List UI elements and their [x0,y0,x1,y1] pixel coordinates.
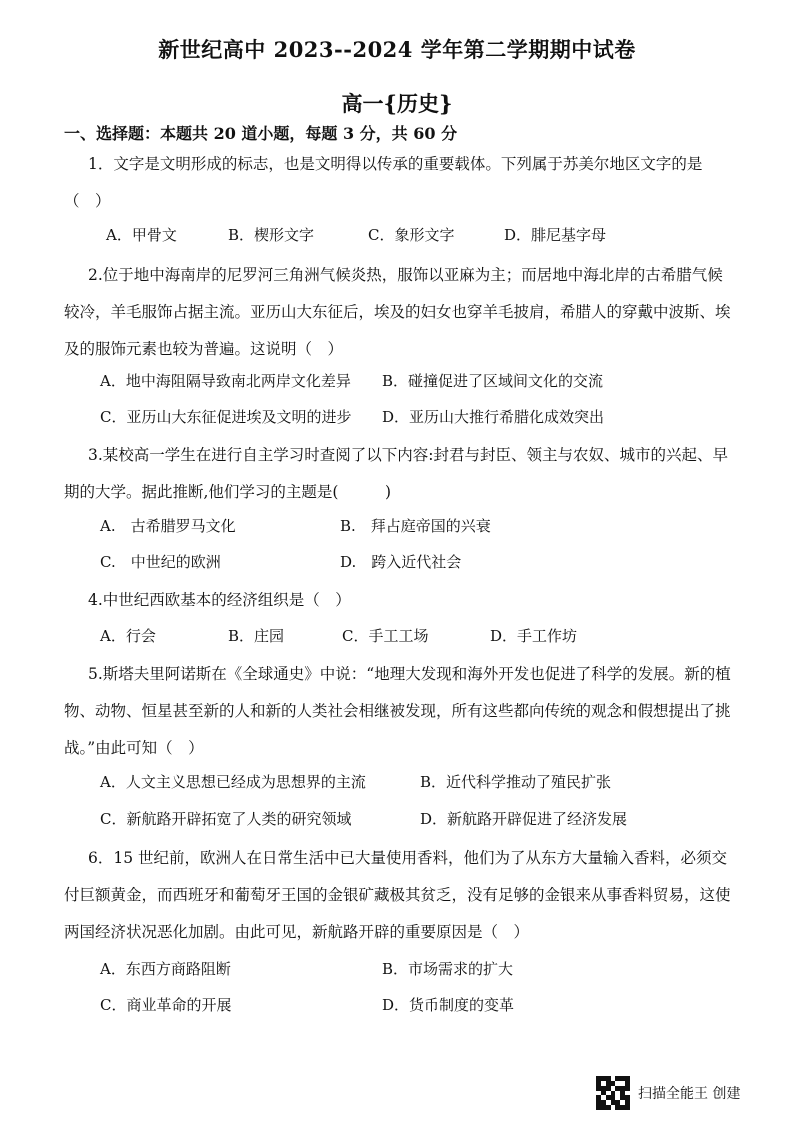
question-stem: 1．文字是文明形成的标志，也是文明得以传承的重要载体。下列属于苏美尔地区文字的是（ ） [64,155,703,210]
option-a: A．行会 [100,627,156,645]
option-d: D．手工作坊 [490,627,578,645]
option-b: B. 拜占庭帝国的兴衰 [340,517,491,535]
option-c: C．新航路开辟拓宽了人类的研究领域 [100,810,352,828]
qr-code-icon [596,1076,630,1110]
question-3-options-row2 [100,551,720,573]
question-4-options [100,625,720,647]
option-c: C. 中世纪的欧洲 [100,553,221,571]
question-5 [64,656,734,767]
question-stem: 3.某校高一学生在进行自主学习时查阅了以下内容:封君与封臣、领主与农奴、城市的兴起、早期的大学。据此推断,他们学习的主题是( ) [64,446,729,501]
question-stem: 4.中世纪西欧基本的经济组织是（ ） [88,591,351,609]
question-6-options-row2 [100,994,720,1016]
option-d: D. 跨入近代社会 [340,553,462,571]
question-stem: 2.位于地中海南岸的尼罗河三角洲气候炎热，服饰以亚麻为主；而居地中海北岸的古希腊气候较冷，羊毛服饰占据主流。亚历山大东征后，埃及的妇女也穿羊毛披肩，希腊人的穿戴中波斯、埃及的服饰元素也较为普遍。这说明（ ） [64,266,731,358]
option-c: C．象形文字 [368,226,455,244]
question-6-options [100,958,720,980]
exam-subtitle: 高一{历史} [341,91,453,116]
exam-title: 新世纪高中 2023--2024 学年第二学期期中试卷 [158,37,636,62]
option-b: B．楔形文字 [228,226,315,244]
question-2-options-row2 [100,406,720,428]
option-d: D．亚历山大推行希腊化成效突出 [382,408,605,426]
question-1 [64,146,734,220]
option-a: A．东西方商路阻断 [100,960,231,978]
question-4 [64,582,734,619]
option-a: A．甲骨文 [106,226,177,244]
option-d: D．腓尼基字母 [504,226,607,244]
question-2-options [100,370,720,392]
option-a: A．地中海阻隔导致南北两岸文化差异 [100,372,351,390]
option-b: B．近代科学推动了殖民扩张 [420,773,612,791]
question-stem: 6．15 世纪前，欧洲人在日常生活中已大量使用香料，他们为了从东方大量输入香料，必须交付巨额黄金，而西班牙和葡萄牙王国的金银矿藏极其贫乏，没有足够的金银来从事香料贸易，这使两国经济状况恶化加剧。由此可见，新航路开辟的重要原因是（ ） [64,849,731,941]
question-1-options [106,224,706,246]
question-2 [64,257,734,368]
scanner-watermark [596,1076,740,1110]
option-a: A．人文主义思想已经成为思想界的主流 [100,773,366,791]
question-3 [64,437,734,511]
option-c: C．亚历山大东征促进埃及文明的进步 [100,408,352,426]
option-c: C．商业革命的开展 [100,996,232,1014]
option-d: D．货币制度的变革 [382,996,515,1014]
question-6 [64,840,734,951]
question-5-options [100,771,720,793]
question-3-options [100,515,720,537]
option-d: D．新航路开辟促进了经济发展 [420,810,628,828]
question-stem: 5.斯塔夫里阿诺斯在《全球通史》中说：“地理大发现和海外开发也促进了科学的发展。新的植物、动物、恒星甚至新的人和新的人类社会相继被发现，所有这些都向传统的观念和假想提出了挑战。”由此可知（ ） [64,665,731,757]
section-heading: 一、选择题：本题共 20 道小题，每题 3 分，共 60 分 [64,124,458,143]
option-b: B．碰撞促进了区域间文化的交流 [382,372,604,390]
question-5-options-row2 [100,808,720,830]
option-a: A. 古希腊罗马文化 [100,517,236,535]
option-b: B．庄园 [228,627,285,645]
option-c: C．手工工场 [342,627,429,645]
scanner-label: 扫描全能王 创建 [638,1086,741,1102]
option-b: B．市场需求的扩大 [382,960,514,978]
